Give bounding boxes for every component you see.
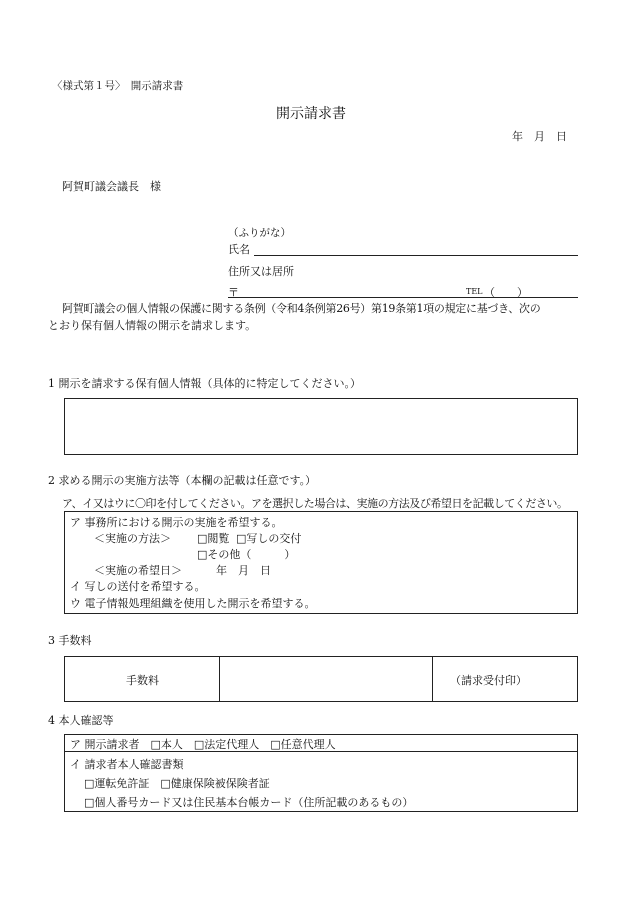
addressee: 阿賀町議会議長 様	[62, 180, 161, 193]
fee-divider-2	[432, 656, 433, 702]
name-label: 氏名	[228, 243, 250, 256]
date-field[interactable]: 年 月 日	[512, 130, 567, 143]
name-field[interactable]	[254, 255, 578, 256]
identity-docs-1[interactable]: □運転免許証 □健康保険被保険者証	[84, 777, 270, 790]
method-other-checkbox[interactable]: □その他（ ）	[197, 548, 296, 561]
fee-amount-cell[interactable]	[220, 657, 432, 701]
page-title: 開示請求書	[276, 106, 346, 122]
postal-mark: 〒	[228, 286, 239, 299]
method-copy-checkbox[interactable]: □写しの交付	[236, 532, 302, 545]
intro-line-1: 阿賀町議会の個人情報の保護に関する条例（令和4条例第26号）第19条第1項の規定に基づき、次の	[62, 302, 541, 315]
furigana-label: （ふりがな）	[228, 227, 291, 239]
identity-docs-2[interactable]: □個人番号カード又は住民基本台帳カード（住所記載のあるもの）	[84, 796, 414, 809]
desired-date-label: ＜実施の希望日＞	[94, 564, 182, 577]
desired-date-field[interactable]: 年 月 日	[216, 564, 271, 577]
fee-label: 手数料	[126, 674, 159, 687]
option-i[interactable]: イ 写しの送付を希望する。	[70, 580, 206, 593]
tel-parens[interactable]: （ ）	[484, 286, 528, 299]
form-number: 〈様式第１号〉 開示請求書	[52, 80, 184, 92]
address-label: 住所又は居所	[228, 265, 294, 278]
option-u[interactable]: ウ 電子情報処理組織を使用した開示を希望する。	[70, 597, 316, 610]
method-label: ＜実施の方法＞	[94, 532, 171, 545]
receipt-stamp-label: （請求受付印）	[450, 674, 527, 687]
method-view-checkbox[interactable]: □閲覧	[197, 532, 230, 545]
section-1-heading: 1 開示を請求する保有個人情報（具体的に特定してください。）	[48, 377, 361, 390]
section-4-heading: 4 本人確認等	[48, 714, 114, 727]
section-2-heading: 2 求める開示の実施方法等（本欄の記載は任意です。）	[48, 474, 317, 487]
tel-label: TEL	[466, 287, 483, 296]
intro-line-2: とおり保有個人情報の開示を請求します。	[48, 319, 257, 332]
requested-info-box[interactable]	[64, 398, 578, 455]
section-2-note: ア、イ又はウに〇印を付してください。アを選択した場合は、実施の方法及び希望日を記載してください。	[62, 497, 568, 510]
option-a[interactable]: ア 事務所における開示の実施を希望する。	[70, 516, 283, 529]
identity-row-a[interactable]: ア 開示請求者 □本人 □法定代理人 □任意代理人	[70, 738, 336, 751]
identity-row-i: イ 請求者本人確認書類	[70, 758, 184, 771]
section-3-heading: 3 手数料	[48, 634, 92, 647]
